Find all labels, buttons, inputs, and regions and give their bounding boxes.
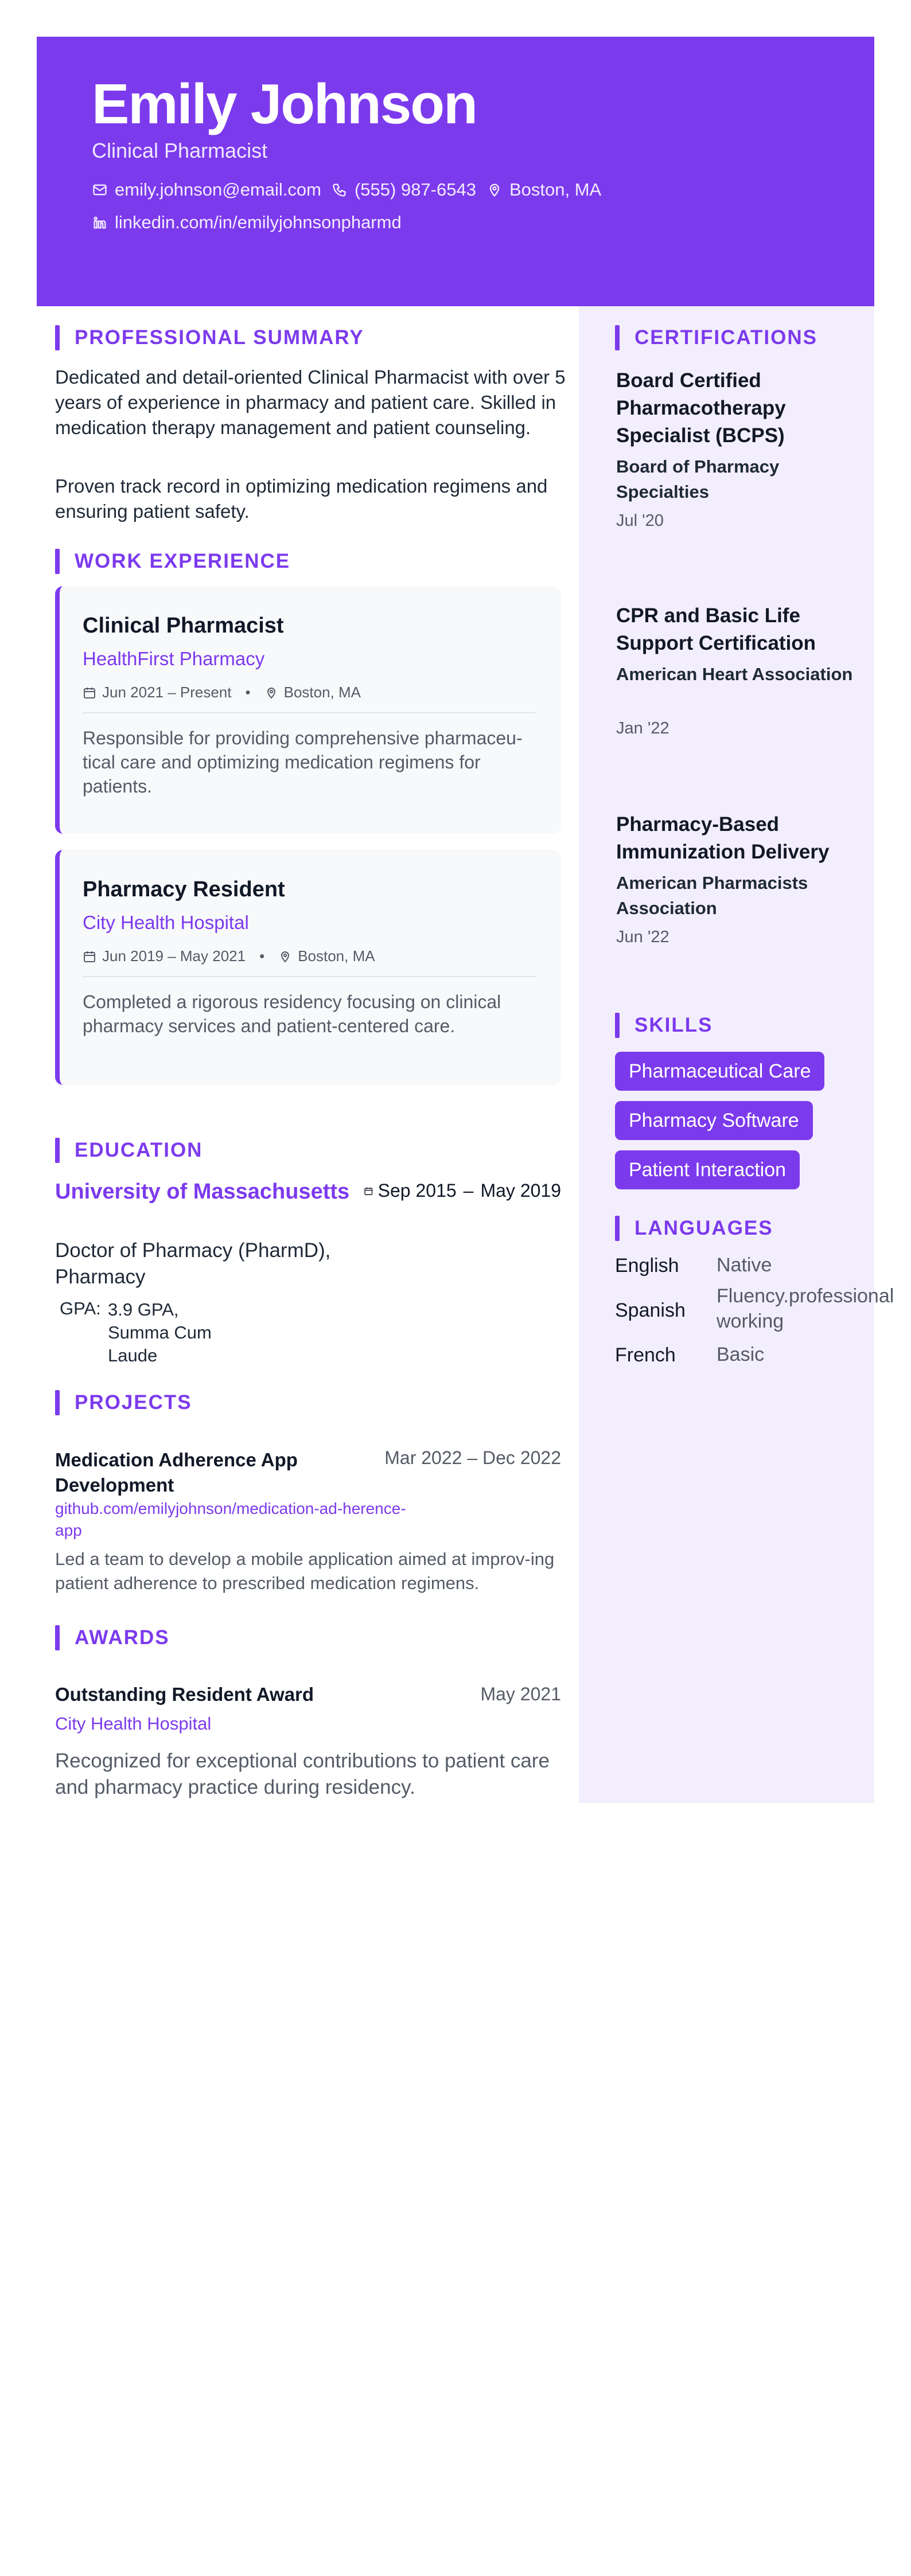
summary-paragraph: Proven track record in optimizing medication regimens and ensuring patient safety. [55,475,548,522]
gpa-label: GPA: [60,1298,101,1318]
calendar-icon [83,686,96,700]
job-dates: Jun 2019 – May 2021 [102,947,246,965]
project-name: Medication Adherence App Development [55,1449,298,1496]
project-link[interactable]: github.com/emilyjohnson/medication-ad-herence-app [55,1500,406,1539]
section-accent-bar [55,1390,60,1415]
resume-header [37,37,874,306]
separator-dot: • [245,684,251,701]
phone-icon [332,182,348,198]
divider [83,712,536,713]
project-dates: Mar 2022 – Dec 2022 [384,1447,561,1468]
job-meta [83,684,361,701]
job-card [55,850,561,1085]
location-pin-icon [264,686,278,700]
contact-email[interactable] [92,179,321,200]
job-dates: Jun 2021 – Present [102,684,232,701]
education-school: University of Massachusetts [55,1180,350,1204]
separator-dot: • [259,947,265,965]
education-degree: Doctor of Pharmacy (PharmD), Pharmacy [55,1239,331,1288]
award-organization: City Health Hospital [55,1714,212,1734]
education-end: May 2019 [480,1180,561,1201]
section-accent-bar [55,1625,60,1650]
job-description: Completed a rigorous residency focusing on clinical pharmacy services and patient-centered care. [83,992,501,1036]
linkedin-text: linkedin.com/in/emilyjohnsonpharmd [115,212,402,232]
job-company: City Health Hospital [83,912,249,933]
job-description: Responsible for providing comprehensive pharmaceu-tical care and optimizing medication regimens for patients. [83,728,523,797]
job-title: Pharmacy Resident [83,877,285,901]
mail-icon [92,182,108,198]
certification-name: CPR and Basic Life Support Certification [616,604,816,654]
section-accent-bar [615,325,620,350]
section-title-education: EDUCATION [55,1138,203,1163]
certification-org: American Pharmacists Association [616,873,808,918]
skill-tag: Pharmacy Software [615,1101,813,1140]
language-name: Spanish [615,1299,686,1321]
skill-tag: Patient Interaction [615,1150,800,1189]
language-level: Fluency.professional working [717,1285,894,1332]
project-description: Led a team to develop a mobile application aimed at improv-ing patient adherence to prescribed medication regimens. [55,1549,555,1593]
job-company: HealthFirst Pharmacy [83,648,265,669]
divider [83,976,536,977]
education-start: Sep 2015 [377,1180,457,1201]
job-location: Boston, MA [298,947,375,965]
section-title-skills: SKILLS [615,1013,713,1038]
candidate-name: Emily Johnson [92,72,477,135]
certification-date: Jul '20 [616,512,664,530]
section-title-languages: LANGUAGES [615,1216,773,1241]
phone-text: (555) 987-6543 [354,179,476,200]
contact-row-linkedin [92,210,412,235]
section-title-summary: PROFESSIONAL SUMMARY [55,325,364,350]
email-text: emily.johnson@email.com [115,179,321,200]
candidate-role: Clinical Pharmacist [92,139,268,162]
language-name: English [615,1255,679,1277]
location-pin-icon [486,182,503,198]
gpa-value: 3.9 GPA, Summa Cum Laude [108,1299,212,1365]
section-title-projects: PROJECTS [55,1390,192,1415]
language-name: French [615,1344,676,1366]
contact-location [486,179,601,200]
linkedin-icon [92,214,108,231]
section-accent-bar [55,549,60,574]
skill-tag: Pharmaceutical Care [615,1052,824,1091]
job-card [55,586,561,834]
award-description: Recognized for exceptional contributions to patient care and pharmacy practice during residency. [55,1750,550,1798]
resume-page [37,37,894,1803]
section-title-certifications: CERTIFICATIONS [615,325,817,350]
certification-date: Jan '22 [616,719,669,737]
section-title-awards: AWARDS [55,1625,170,1650]
award-name: Outstanding Resident Award [55,1684,314,1705]
date-dash: – [463,1180,474,1201]
award-date: May 2021 [480,1684,561,1704]
section-accent-bar [615,1216,620,1241]
section-accent-bar [55,325,60,350]
certification-date: Jun '22 [616,928,669,946]
calendar-icon [83,950,96,963]
summary-paragraph: Dedicated and detail-oriented Clinical Pharmacist with over 5 years of experience in pharmacy and patient care. Skilled in medication therapy management and patient counseling. [55,366,566,438]
language-level: Native [717,1254,772,1276]
certification-name: Pharmacy-Based Immunization Delivery [616,813,830,863]
job-meta [83,947,375,965]
section-title-experience: WORK EXPERIENCE [55,549,290,574]
location-text: Boston, MA [509,179,602,200]
job-location: Boston, MA [283,684,361,701]
section-accent-bar [55,1138,60,1163]
language-level: Basic [717,1344,765,1365]
job-title: Clinical Pharmacist [83,614,284,638]
certification-name: Board Certified Pharmacotherapy Specialist (BCPS) [616,369,786,447]
certification-org: Board of Pharmacy Specialties [616,456,780,502]
contact-phone[interactable] [332,179,476,200]
contact-row [92,177,612,202]
certification-org: American Heart Association [616,664,853,684]
education-dates [364,1180,561,1201]
location-pin-icon [278,950,292,963]
section-accent-bar [615,1013,620,1038]
calendar-icon [364,1184,373,1198]
contact-linkedin[interactable] [92,212,402,233]
